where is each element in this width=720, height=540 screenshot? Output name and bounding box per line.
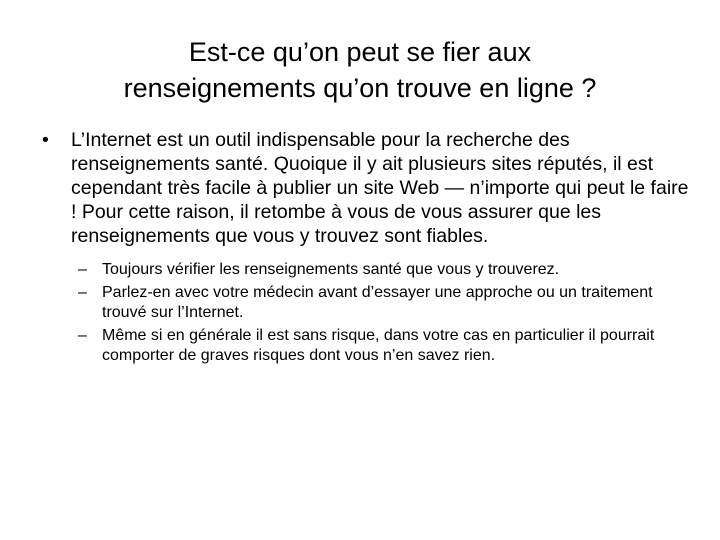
slide-body xyxy=(36,128,696,369)
sub-bullet-marker: – xyxy=(78,284,87,301)
sub-bullet-text: Toujours vérifier les renseignements santé que vous y trouverez. xyxy=(102,261,560,278)
sub-bullet-list xyxy=(36,260,696,366)
sub-bullet-marker: – xyxy=(78,327,87,344)
sub-bullet-marker: – xyxy=(78,261,87,278)
sub-bullet-item xyxy=(36,260,696,280)
slide-title-line-1: Est-ce qu’on peut se fier aux xyxy=(188,37,532,67)
sub-bullet-text: Parlez-en avec votre médecin avant d’essayer une approche ou un traitement trouvé sur l’Internet. xyxy=(102,284,653,321)
sub-bullet-item xyxy=(36,326,696,366)
main-bullet xyxy=(36,128,696,248)
slide-title-line-2: renseignements qu’on trouve en ligne ? xyxy=(123,73,597,103)
main-bullet-text: L’Internet est un outil indispensable pour la recherche des renseignements santé. Quoique il y ait plusieurs sites réputés, il est cependant très facile à publier un site Web — n’importe qui peut le faire ! Pour cette raison, il retombe à vous de vous assurer que les renseignements que vous y trouvez sont fiables. xyxy=(71,129,689,247)
sub-bullet-text: Même si en générale il est sans risque, dans votre cas en particulier il pourrait comporter de graves risques dont vous n’en savez rien. xyxy=(102,327,655,364)
sub-bullet-item xyxy=(36,283,696,323)
slide-title xyxy=(40,34,680,106)
bullet-marker: • xyxy=(42,129,49,151)
